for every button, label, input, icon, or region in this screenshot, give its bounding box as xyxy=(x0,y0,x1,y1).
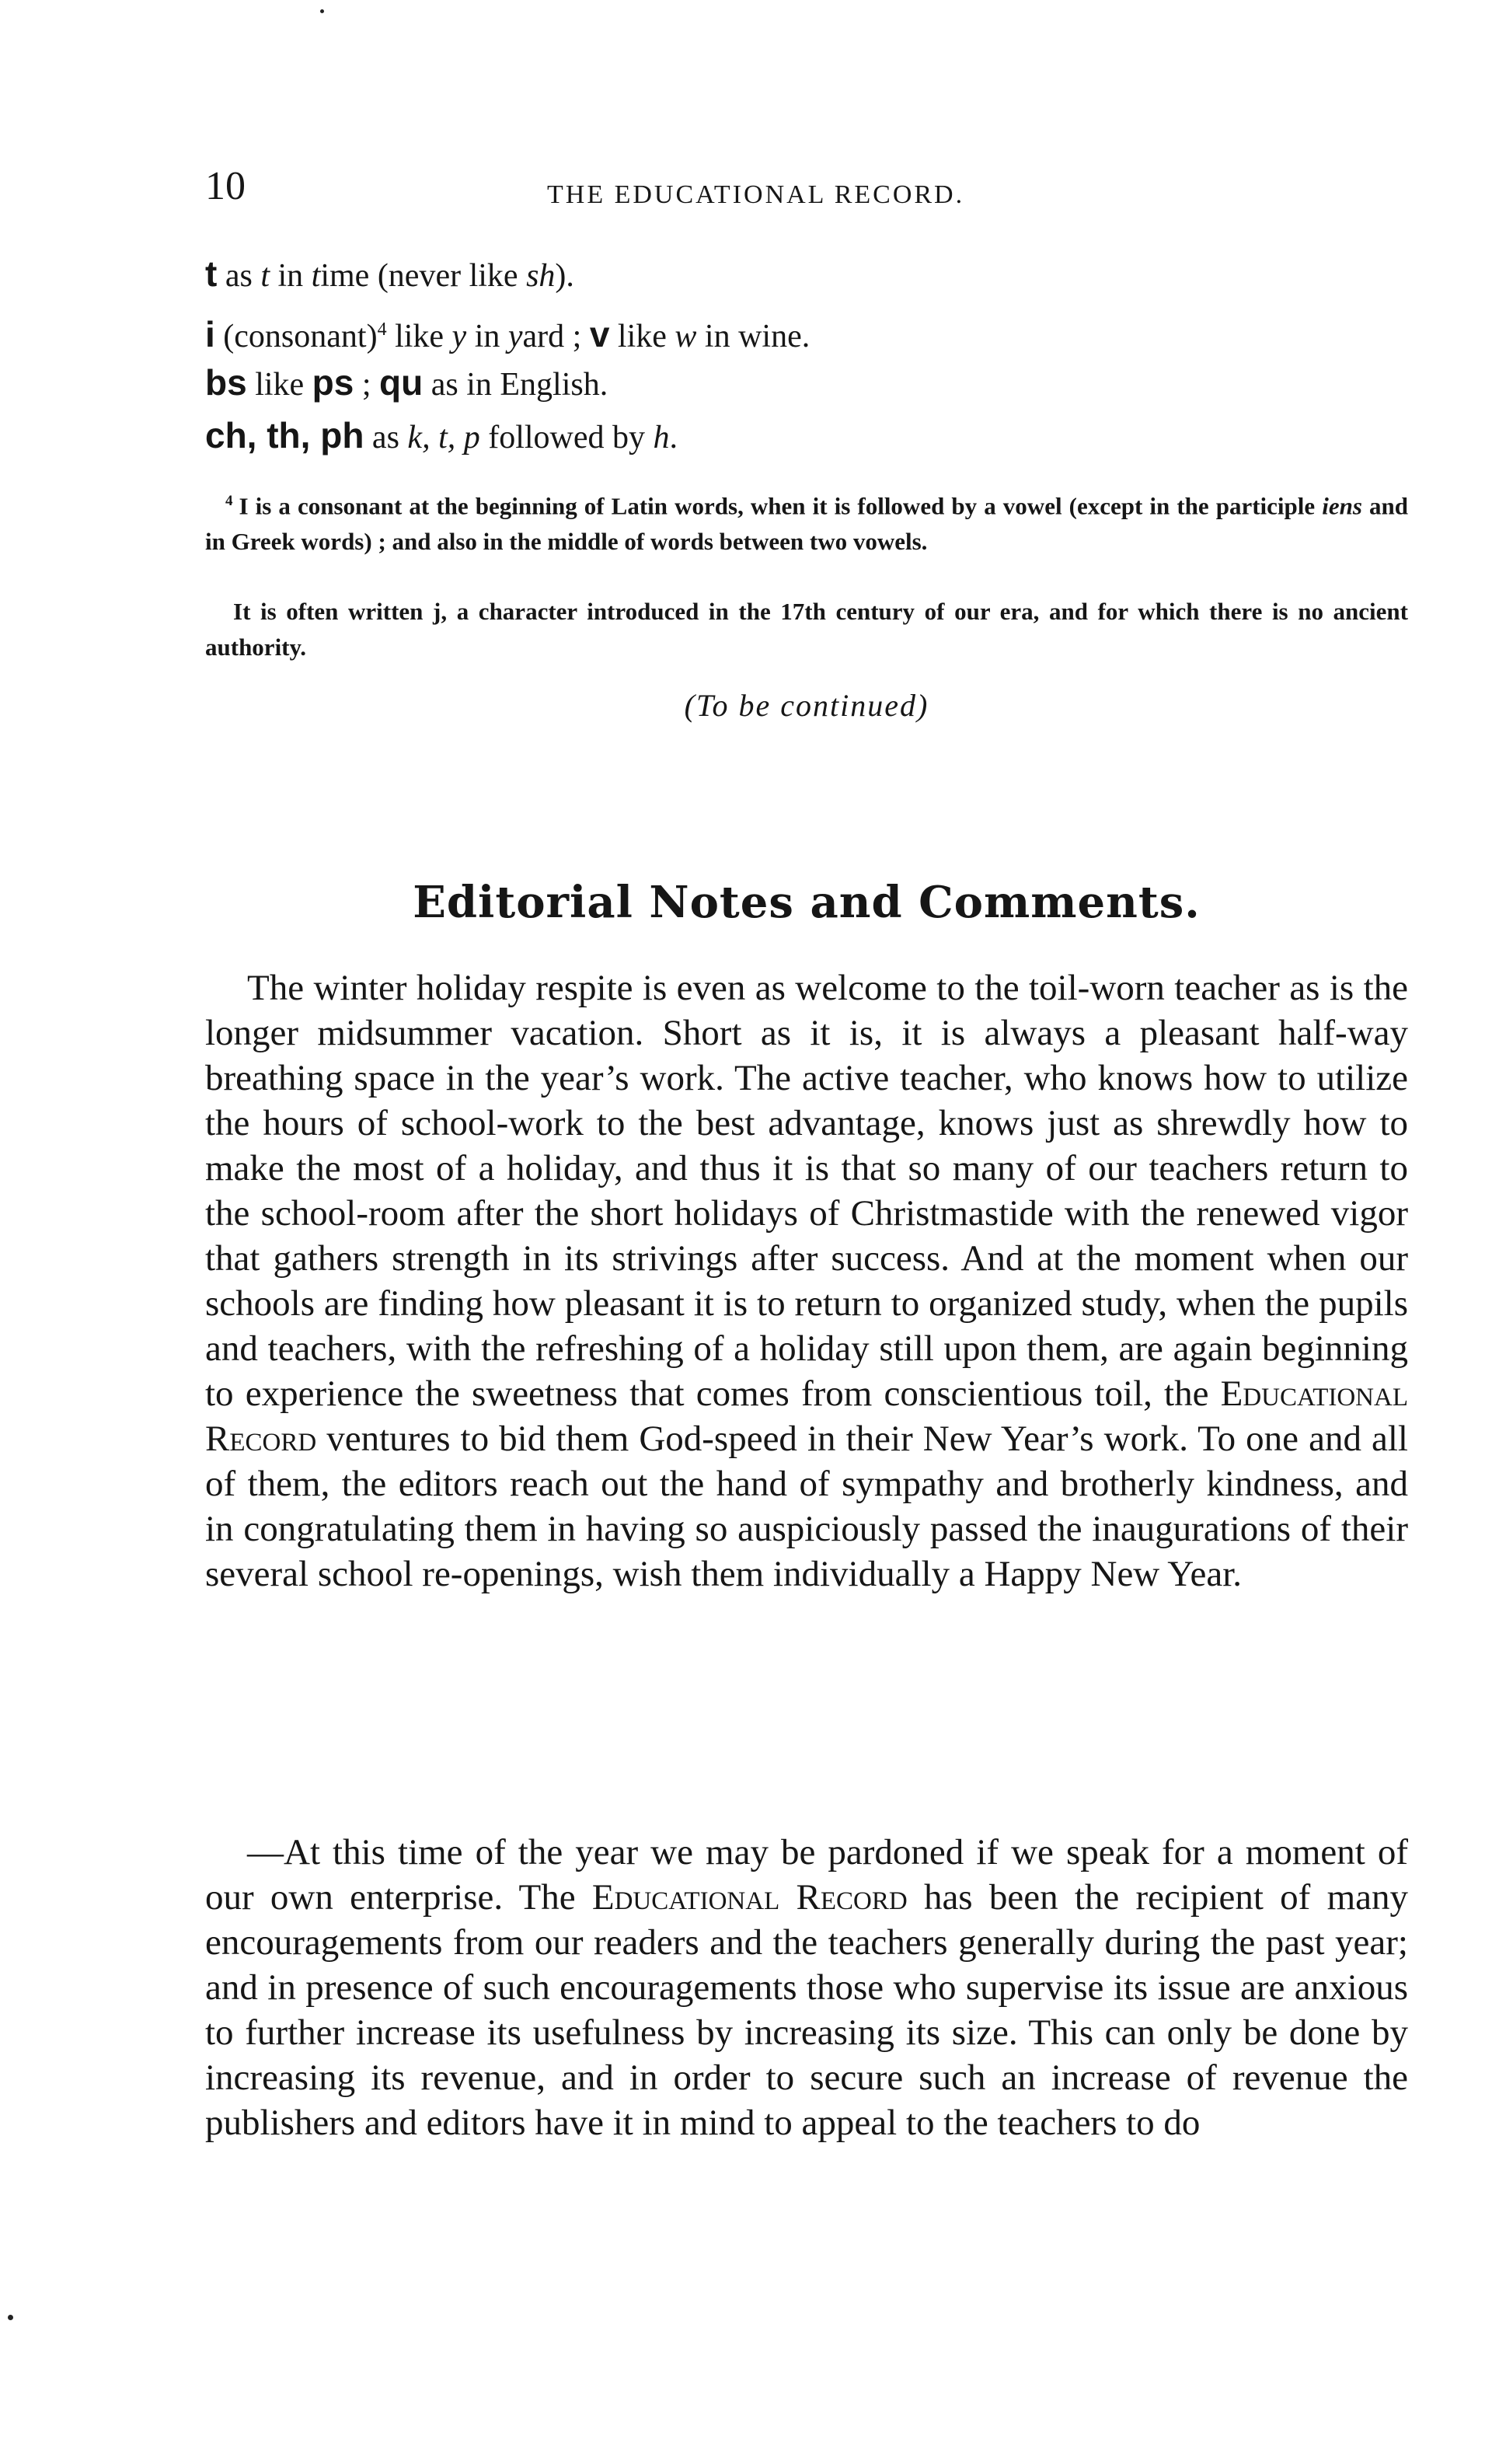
pronunciation-line-ch: ch, th, ph as k, t, p followed by h. xyxy=(205,415,678,455)
pronunciation-line-bs: bs like ps ; qu as in English. xyxy=(205,362,608,403)
to-be-continued: (To be continued) xyxy=(684,688,929,723)
paper-speck xyxy=(320,9,324,13)
footnote: $^4$ I is a consonant at the beginning of Latin words, when it is followed by a vowel (except in the participle iens and in Greek words) ; and also in the middle of words between two vowels. xyxy=(205,492,1409,556)
paper-speck xyxy=(8,2315,13,2320)
footnote-mark: 4 xyxy=(225,493,233,509)
pronunciation-line-i: i (consonant)$^4$ like y in yard ; v like w in wine. xyxy=(205,314,811,354)
footnote-reference: 4 xyxy=(377,319,387,340)
page-number: 10 xyxy=(205,164,246,208)
page-header xyxy=(205,163,1408,218)
journal-name: Educational Record xyxy=(205,1373,1408,1459)
paragraph-holiday: The winter holiday respite is even as welcome to the toil-worn teacher as is the longer midsummer vacation. Short as it is, it is always a pleasant half-way breathing space in the year’s work. The active teacher, who knows how to utilize the hours of school-work to the best advantage, knows just as shrewdly how to make the most of a holiday, and thus it is that so many of our teachers return to the school-room after the short holidays of Christmastide with the renewed vigor that gathers strength in its strivings after success. And at the moment when our schools are finding how pleasant it is to return to organized study, when the pupils and teachers, with the refreshing of a holiday still upon them, are again beginning to experience the sweetness that comes from conscientious toil, the Educational Record ventures to bid them God-speed in their New Year’s work. To one and all of them, the editors reach out the hand of sympathy and brotherly kindness, and in congratulating them in having so auspiciously passed the inaugurations of their several school re-openings, wish them individually a Happy New Year. xyxy=(205,968,1408,1594)
footnote-continuation: It is often written j, a character introduced in the 17th century of our era, and for which there is no ancient authority. xyxy=(205,598,1408,661)
journal-name: Educational Record xyxy=(591,1877,908,1918)
paragraph-enterprise: —At this time of the year we may be pardoned if we speak for a moment of our own enterprise. The Educational Record has been the recipient of many encouragements from our readers and the teachers generally during the past year; and in presence of such encouragements those who supervise its issue are anxious to further increase its usefulness by increasing its size. This can only be done by increasing its revenue, and in order to secure such an increase of revenue the publishers and editors have it in mind to appeal to the teachers to do xyxy=(205,1832,1408,2143)
running-title: THE EDUCATIONAL RECORD. xyxy=(547,180,965,209)
pronunciation-line-t: t as t in time (never like sh). xyxy=(205,253,574,294)
section-heading: Editorial Notes and Comments. xyxy=(413,877,1201,928)
